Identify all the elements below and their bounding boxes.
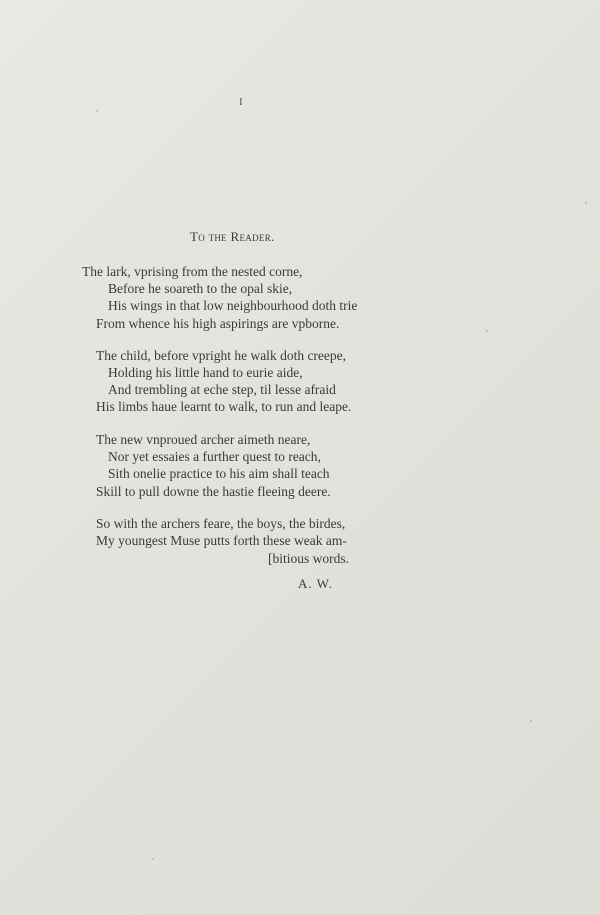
poem-title: To the Reader.: [190, 229, 275, 244]
poem-line: The child, before vpright he walk doth creepe,: [96, 348, 347, 363]
poem-line: And trembling at eche step, til lesse afraid: [108, 382, 336, 397]
poem-line: His limbs haue learnt to walk, to run and leape.: [96, 399, 352, 414]
poem-line-continuation: [bitious words.: [268, 551, 349, 566]
poem-line: Holding his little hand to eurie aide,: [108, 365, 303, 380]
poem-line: Nor yet essaies a further quest to reach,: [108, 449, 321, 464]
poem-line: Skill to pull downe the hastie fleeing deere.: [96, 484, 331, 499]
poem-line: His wings in that low neighbourhood doth trie: [108, 298, 358, 313]
paper-speck: [530, 720, 532, 722]
poem-line: So with the archers feare, the boys, the birdes,: [96, 516, 346, 531]
poem-line: Before he soareth to the opal skie,: [108, 281, 293, 296]
paper-speck: [486, 330, 488, 332]
page-number: I: [239, 96, 243, 108]
signature: A. W.: [298, 576, 333, 591]
poem-line: My youngest Muse putts forth these weak am-: [96, 533, 347, 548]
poem-line: The new vnproued archer aimeth neare,: [96, 432, 311, 447]
poem-line: The lark, vprising from the nested corne,: [82, 264, 303, 279]
poem-line: From whence his high aspirings are vpborne.: [96, 316, 340, 331]
paper-speck: [152, 858, 154, 860]
paper-speck: [585, 202, 587, 204]
paper-speck: [96, 110, 98, 112]
poem-line: Sith onelie practice to his aim shall teach: [108, 466, 330, 481]
